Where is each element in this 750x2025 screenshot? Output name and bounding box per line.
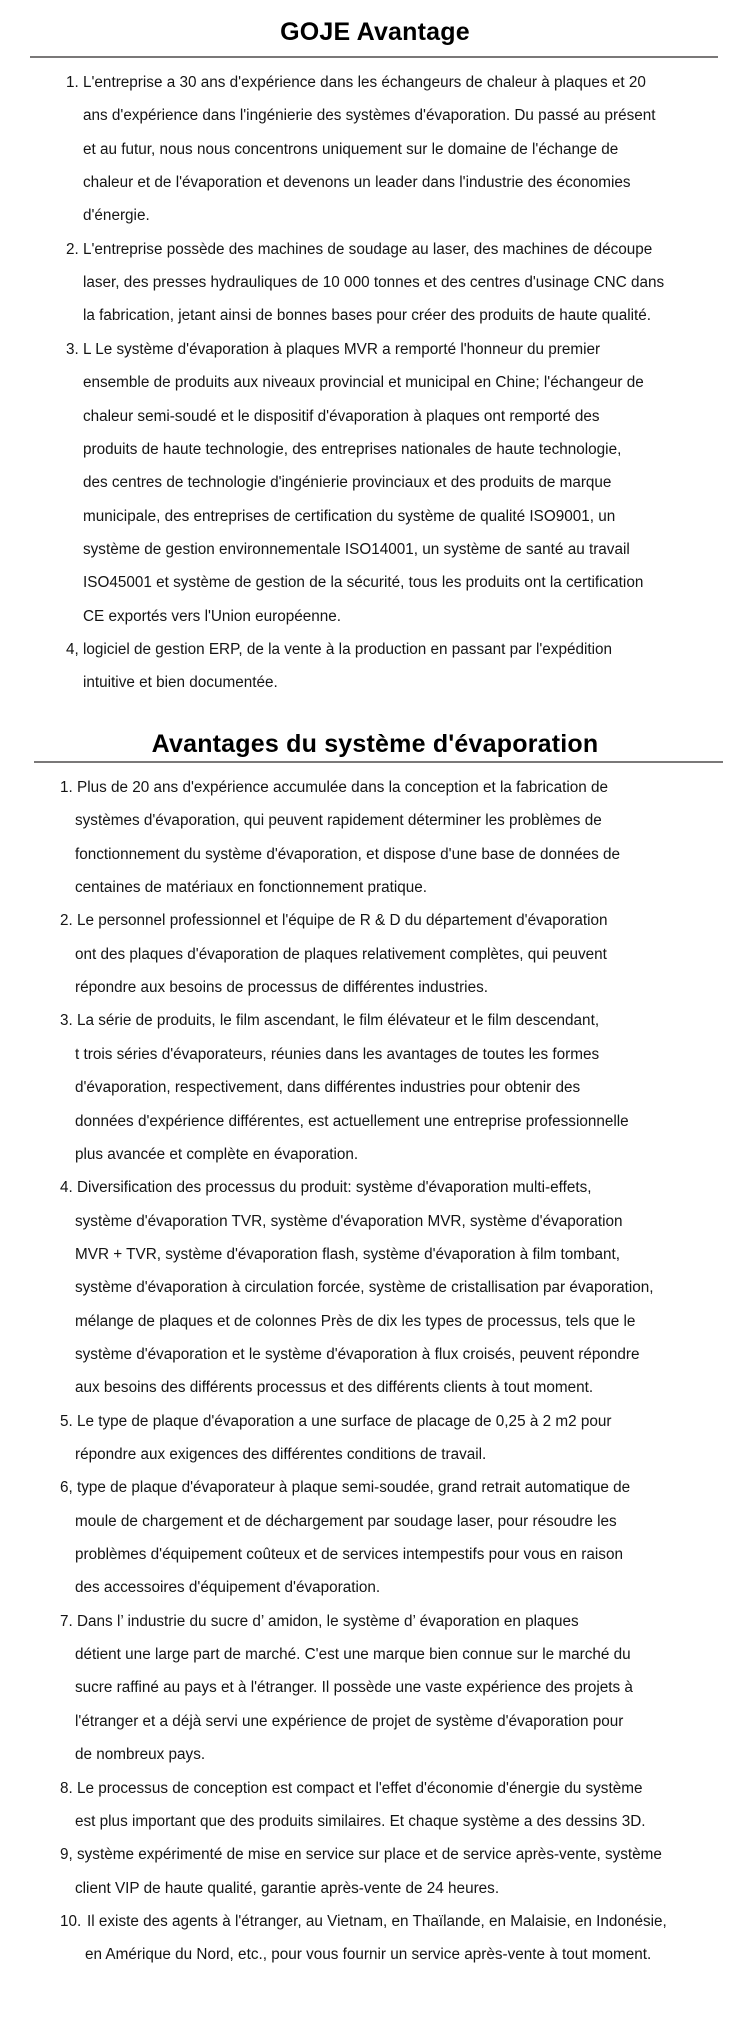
list-item-number: 8. (60, 1779, 73, 1797)
list-item-number: 3. (60, 1012, 73, 1030)
list-item-text-continuation: de nombreux pays. (75, 1746, 206, 1764)
list-item-text: L Le système d'évaporation à plaques MVR a remporté l'honneur du premier (83, 340, 601, 358)
list-item-number: 10. (60, 1912, 82, 1930)
list-item-text-continuation: sucre raffiné au pays et à l'étranger. Il possède une vaste expérience des projets à (75, 1679, 633, 1697)
list-item-text: Le processus de conception est compact et l'effet d'économie d'énergie du système (77, 1779, 643, 1797)
list-item-text-continuation: chaleur et de l'évaporation et devenons un leader dans l'industrie des économies (83, 174, 631, 192)
list-item-text: système expérimenté de mise en service sur place et de service après-vente, système (77, 1846, 662, 1864)
list-item-text-continuation: système d'évaporation à circulation forcée, système de cristallisation par évaporation, (75, 1279, 654, 1297)
list-item-text-continuation: moule de chargement et de déchargement par soudage laser, pour résoudre les (75, 1512, 617, 1530)
list-item-text-continuation: système d'évaporation TVR, système d'évaporation MVR, système d'évaporation (75, 1212, 623, 1230)
list-item-text: Il existe des agents à l'étranger, au Vietnam, en Thaïlande, en Malaisie, en Indonésie, (87, 1912, 667, 1930)
list-item-text: Diversification des processus du produit: système d'évaporation multi-effets, (77, 1179, 592, 1197)
list-item-text-continuation: d'énergie. (83, 207, 150, 225)
list-item-text: Dans l’ industrie du sucre d’ amidon, le système d’ évaporation en plaques (77, 1612, 579, 1630)
list-item-number: 7. (60, 1612, 73, 1630)
list-item-number: 5. (60, 1412, 73, 1430)
list-item-text-continuation: et au futur, nous nous concentrons uniquement sur le domaine de l'échange de (83, 140, 619, 158)
list-item-text: La série de produits, le film ascendant, le film élévateur et le film descendant, (77, 1012, 600, 1030)
list-item-text-continuation: détient une large part de marché. C'est une marque bien connue sur le marché du (75, 1646, 631, 1664)
list-item-number: 1. (60, 779, 73, 796)
list-item-text-continuation: systèmes d'évaporation, qui peuvent rapidement déterminer les problèmes de (75, 812, 602, 830)
list-item-text-continuation: CE exportés vers l'Union européenne. (83, 607, 342, 625)
list-item-text: Le type de plaque d'évaporation a une surface de placage de 0,25 à 2 m2 pour (77, 1412, 612, 1430)
list-item-text: Plus de 20 ans d'expérience accumulée dans la conception et la fabrication de (77, 779, 609, 796)
list-item-text-continuation: l'étranger et a déjà servi une expérience de projet de système d'évaporation pour (75, 1712, 624, 1730)
list-item-text-continuation: d'évaporation, respectivement, dans différentes industries pour obtenir des (75, 1079, 581, 1097)
list-item-text: logiciel de gestion ERP, de la vente à la production en passant par l'expédition (83, 640, 613, 658)
list-item-number: 3. (66, 340, 79, 358)
list-item-text-continuation: système d'évaporation et le système d'évaporation à flux croisés, peuvent répondre (75, 1345, 640, 1363)
list-item-text-continuation: en Amérique du Nord, etc., pour vous fournir un service après-vente à tout moment. (85, 1946, 652, 1964)
section-title-goje-advantage: GOJE Avantage (280, 18, 470, 46)
list-item-text-continuation: laser, des presses hydrauliques de 10 000 tonnes et des centres d'usinage CNC dans (83, 274, 665, 292)
list-item-text-continuation: répondre aux besoins de processus de différentes industries. (75, 979, 488, 997)
list-item-text-continuation: fonctionnement du système d'évaporation, et dispose d'une base de données de (75, 845, 621, 863)
list-item-text: L'entreprise possède des machines de soudage au laser, des machines de découpe (83, 240, 653, 258)
section-divider (34, 761, 723, 763)
list-item-text-continuation: ans d'expérience dans l'ingénierie des systèmes d'évaporation. Du passé au présent (83, 107, 656, 125)
list-item-text-continuation: problèmes d'équipement coûteux et de services intempestifs pour vous en raison (75, 1546, 623, 1564)
list-item-text: Le personnel professionnel et l'équipe de R & D du département d'évaporation (77, 912, 608, 930)
section-divider (30, 56, 718, 58)
list-item-text-continuation: répondre aux exigences des différentes conditions de travail. (75, 1446, 487, 1463)
list-item-number: 4, (66, 640, 79, 658)
list-item-text-continuation: des accessoires d'équipement d'évaporation. (75, 1579, 381, 1597)
list-item-text-continuation: centaines de matériaux en fonctionnement pratique. (75, 879, 428, 897)
list-item-text-continuation: données d'expérience différentes, est actuellement une entreprise professionnelle (75, 1112, 629, 1130)
list-item-text: type de plaque d'évaporateur à plaque semi-soudée, grand retrait automatique de (77, 1479, 631, 1497)
list-item-text-continuation: chaleur semi-soudé et le dispositif d'évaporation à plaques ont remporté des (83, 407, 600, 425)
list-item-text-continuation: MVR + TVR, système d'évaporation flash, système d'évaporation à film tombant, (75, 1245, 621, 1263)
list-item-number: 6, (60, 1479, 73, 1497)
section-title-evaporation-advantages: Avantages du système d'évaporation (151, 730, 599, 758)
list-item-text-continuation: est plus important que des produits similaires. Et chaque système a des dessins 3D. (75, 1812, 646, 1830)
list-item-number: 9, (60, 1846, 73, 1864)
list-item-text-continuation: la fabrication, jetant ainsi de bonnes bases pour créer des produits de haute qualité. (83, 307, 652, 325)
list-item-number: 1. (66, 74, 79, 91)
list-item-text-continuation: aux besoins des différents processus et des différents clients à tout moment. (75, 1379, 594, 1397)
list-item-text-continuation: ont des plaques d'évaporation de plaques relativement complètes, qui peuvent (75, 945, 607, 963)
list-item-text-continuation: plus avancée et complète en évaporation. (75, 1145, 359, 1163)
list-item-number: 2. (60, 912, 73, 930)
list-item-text-continuation: client VIP de haute qualité, garantie après-vente de 24 heures. (75, 1879, 500, 1897)
list-item-text-continuation: mélange de plaques et de colonnes Près de dix les types de processus, tels que le (75, 1312, 636, 1330)
list-item-text-continuation: ensemble de produits aux niveaux provincial et municipal en Chine; l'échangeur de (83, 374, 644, 392)
list-item-text-continuation: intuitive et bien documentée. (83, 674, 278, 692)
list-item-text-continuation: produits de haute technologie, des entreprises nationales de haute technologie, (83, 440, 622, 458)
list-item-number: 2. (66, 240, 79, 258)
list-item-text-continuation: système de gestion environnementale ISO14001, un système de santé au travail (83, 540, 630, 558)
list-item-text-continuation: ISO45001 et système de gestion de la sécurité, tous les produits ont la certification (83, 574, 644, 592)
list-item-text-continuation: des centres de technologie d'ingénierie provinciaux et des produits de marque (83, 474, 612, 492)
list-item-text: L'entreprise a 30 ans d'expérience dans les échangeurs de chaleur à plaques et 20 (83, 74, 646, 91)
list-item-text-continuation: t trois séries d'évaporateurs, réunies dans les avantages de toutes les formes (75, 1045, 600, 1063)
list-item-text-continuation: municipale, des entreprises de certification du système de qualité ISO9001, un (83, 507, 616, 525)
list-item-number: 4. (60, 1179, 73, 1197)
